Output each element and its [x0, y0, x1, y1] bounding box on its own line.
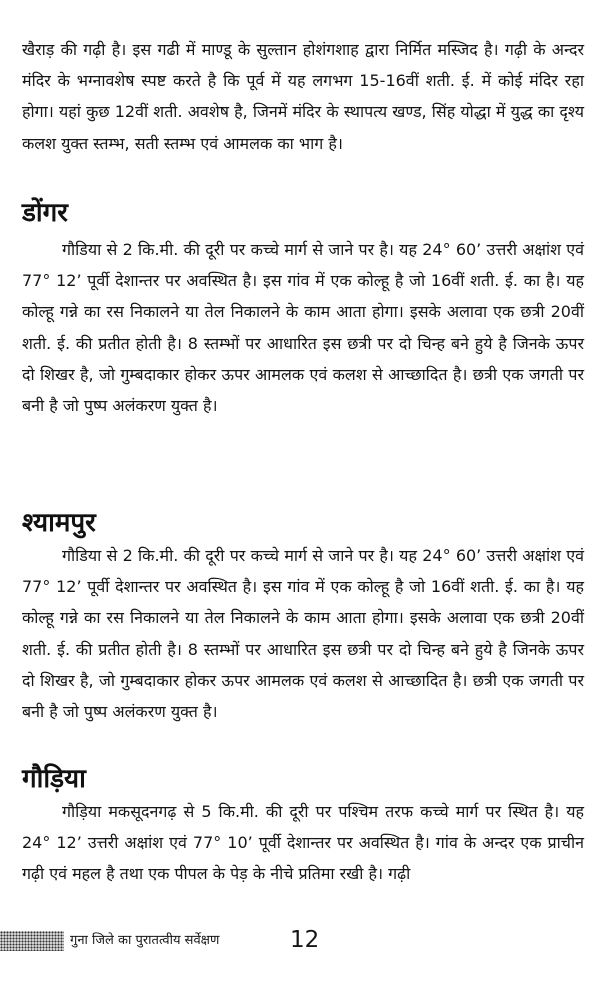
section-paragraph-gaudiya — [22, 796, 584, 890]
intro-paragraph: खैराड़ की गढ़ी है। इस गढी में माण्डू के सुल्तान होशंगशाह द्वारा निर्मित मस्जिद है। गढ़ी के अन्दर मंदिर के भग्नावशेष स्पष्ट करते है कि पूर्व में यह लगभग 15-16वीं शती. ई. में कोई मंदिर रहा होगा। यहां कुछ 12वीं शती. अवशेष है, जिनमें मंदिर के स्थापत्य खण्ड, सिंह योद्धा में युद्ध का दृश्य कलश युक्त स्तम्भ, सती स्तम्भ एवं आमलक का भाग है। — [22, 40, 584, 153]
section-paragraph-dongar — [22, 234, 584, 421]
page-number: 12 — [290, 927, 320, 953]
section-heading-shyampur: श्यामपुर — [22, 508, 96, 538]
section-text-dongar: गौडिया से 2 कि.मी. की दूरी पर कच्चे मार्ग से जाने पर है। यह 24° 60’ उत्तरी अक्षांश एवं 77° 12’ पूर्वी देशान्तर पर अवस्थित है। इस गांव में एक कोल्हू है जो 16वीं शती. ई. का है। यह कोल्हू गन्ने का रस निकालने या तेल निकालने के काम आता होगा। इसके अलावा एक छत्री 20वीं शती. ई. की प्रतीत होती है। 8 स्तम्भों पर आधारित इस छत्री पर दो चिन्ह बने हुये है जिनके ऊपर दो शिखर है, जो गुम्बदाकार होकर ऊपर आमलक एवं कलश से आच्छादित है। छत्री एक जगती पर बनी है जो पुष्प अलंकरण युक्त है। — [22, 240, 584, 416]
footer-dotted-pattern — [0, 931, 64, 951]
section-heading-gaudiya: गौड़िया — [22, 764, 86, 794]
footer-book-title: गुना जिले का पुरातत्वीय सर्वेक्षण — [70, 933, 220, 948]
section-text-gaudiya: गौड़िया मकसूदनगढ़ से 5 कि.मी. की दूरी पर पश्चिम तरफ कच्चे मार्ग पर स्थित है। यह 24° 12’ उत्तरी अक्षांश एवं 77° 10’ पूर्वी देशान्तर पर अवस्थित है। गांव के अन्दर एक प्राचीन गढ़ी एवं महल है तथा एक पीपल के पेड़ के नीचे प्रतिमा रखी है। गढ़ी — [22, 802, 584, 884]
section-paragraph-shyampur — [22, 540, 584, 727]
section-heading-dongar: डोंगर — [22, 198, 68, 228]
section-text-shyampur: गौडिया से 2 कि.मी. की दूरी पर कच्चे मार्ग से जाने पर है। यह 24° 60’ उत्तरी अक्षांश एवं 77° 12’ पूर्वी देशान्तर पर अवस्थित है। इस गांव में एक कोल्हू है जो 16वीं शती. ई. का है। यह कोल्हू गन्ने का रस निकालने या तेल निकालने के काम आता होगा। इसके अलावा एक छत्री 20वीं शती. ई. की प्रतीत होती है। 8 स्तम्भों पर आधारित इस छत्री पर दो चिन्ह बने हुये है जिनके ऊपर दो शिखर है, जो गुम्बदाकार होकर ऊपर आमलक एवं कलश से आच्छादित है। छत्री एक जगती पर बनी है जो पुष्प अलंकरण युक्त है। — [22, 546, 584, 722]
